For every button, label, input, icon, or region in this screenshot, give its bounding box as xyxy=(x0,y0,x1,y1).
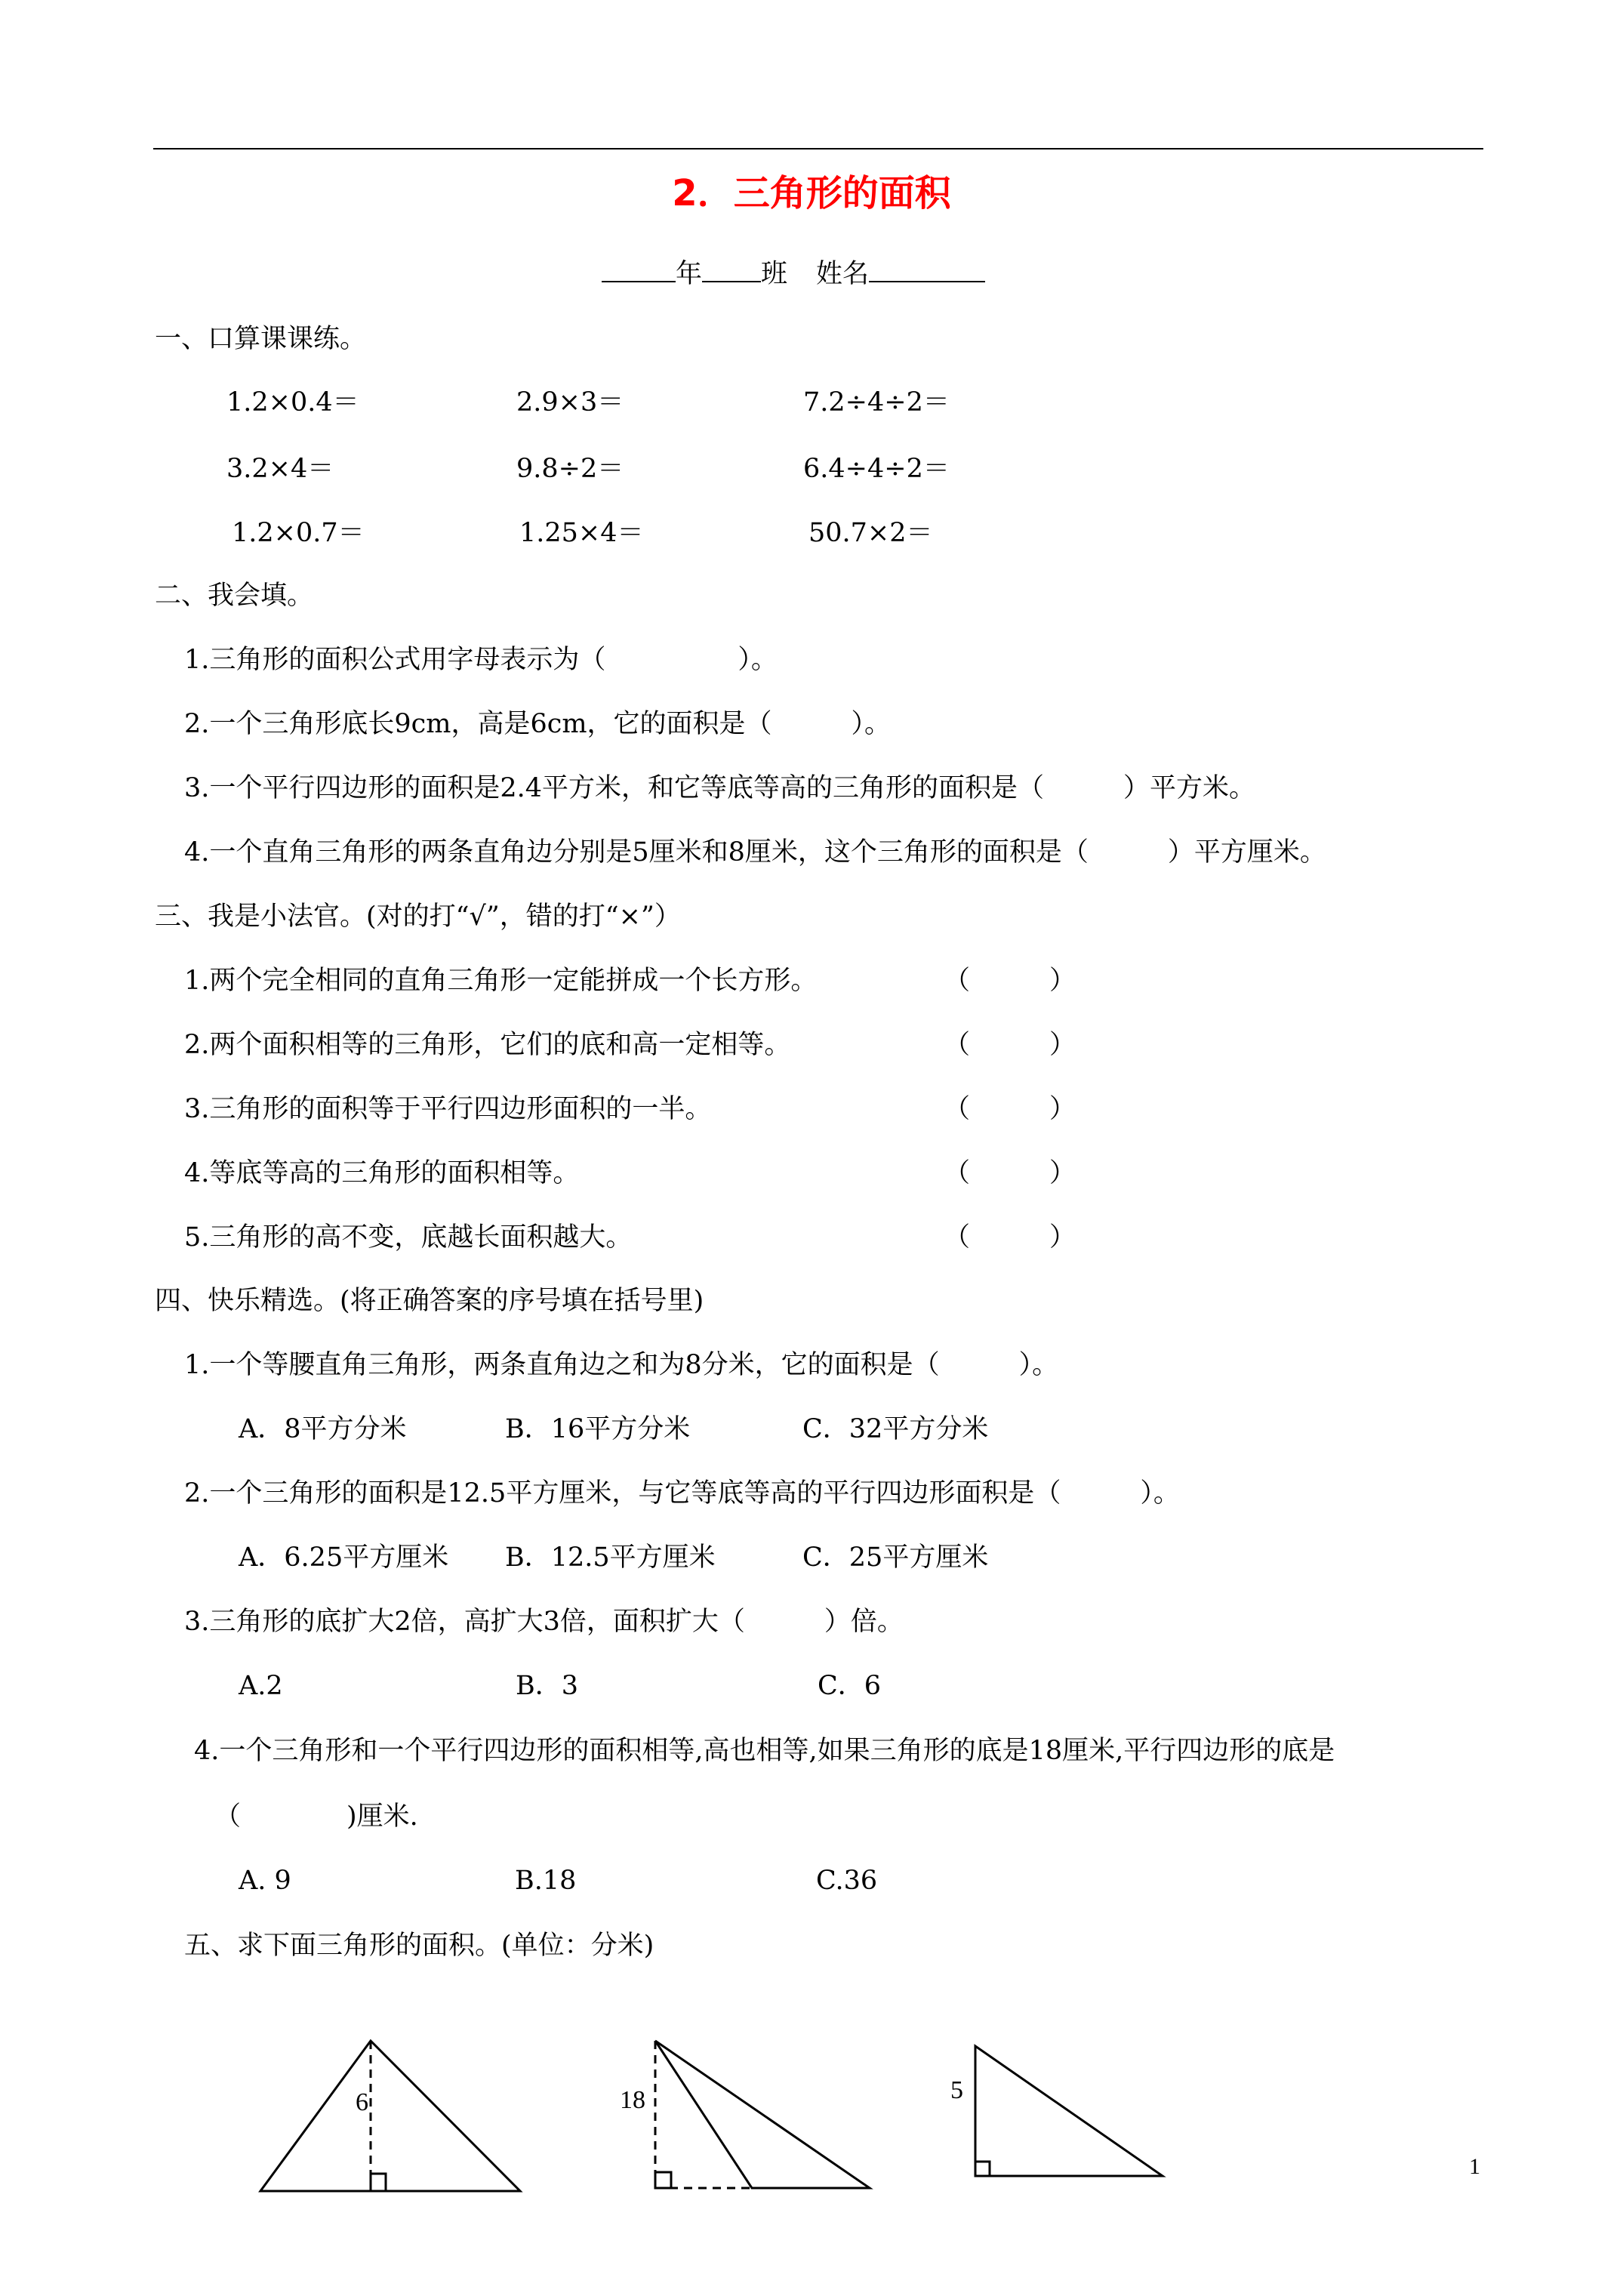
right-angle-marker xyxy=(655,2172,671,2188)
triangle-3-outline xyxy=(975,2046,1163,2176)
judge-question: 2.两个面积相等的三角形，它们的底和高一定相等。 xyxy=(184,1030,791,1060)
fill-question: 3.一个平行四边形的面积是2.4平方米，和它等底等高的三角形的面积是（ ）平方米。 xyxy=(184,773,1256,803)
calc-item: 3.2×4＝ xyxy=(226,454,334,484)
choice-question: 2.一个三角形的面积是12.5平方厘米，与它等底等高的平行四边形面积是（ ）。 xyxy=(184,1478,1180,1509)
right-angle-marker xyxy=(975,2162,990,2176)
option-c[interactable]: C.36 xyxy=(816,1866,878,1896)
fill-question: 1.三角形的面积公式用字母表示为（ ）。 xyxy=(184,645,778,675)
section-2-heading: 二、我会填。 xyxy=(155,581,314,611)
answer-bracket[interactable]: （ ） xyxy=(944,1222,1076,1253)
choice-question: 3.三角形的底扩大2倍，高扩大3倍，面积扩大（ ）倍。 xyxy=(184,1607,904,1637)
section-5-heading: 五、求下面三角形的面积。(单位：分米) xyxy=(184,1931,654,1961)
option-a[interactable]: A.2 xyxy=(239,1671,283,1701)
calc-item: 50.7×2＝ xyxy=(808,518,933,548)
triangle-1-height-label: 6 xyxy=(356,2088,368,2116)
triangle-figure-1 xyxy=(260,2041,520,2191)
fill-question: 4.一个直角三角形的两条直角边分别是5厘米和8厘米，这个三角形的面积是（ ）平方厘米。 xyxy=(184,837,1326,868)
fill-question: 2.一个三角形底长9cm，高是6cm，它的面积是（ ）。 xyxy=(184,709,892,739)
calc-item: 1.25×4＝ xyxy=(519,518,644,548)
calc-item: 6.4÷4÷2＝ xyxy=(803,454,950,484)
triangle-figure-2 xyxy=(620,2041,870,2188)
option-b[interactable]: B．12.5平方厘米 xyxy=(505,1542,716,1573)
choice-question: 4.一个三角形和一个平行四边形的面积相等,高也相等,如果三角形的底是18厘米,平行四边形的底是 xyxy=(194,1736,1335,1766)
triangle-3-side-label: 5 xyxy=(950,2076,963,2104)
judge-question: 1.两个完全相同的直角三角形一定能拼成一个长方形。 xyxy=(184,966,818,996)
judge-question: 4.等底等高的三角形的面积相等。 xyxy=(184,1158,580,1188)
year-label: 年 xyxy=(676,259,703,289)
answer-bracket[interactable]: （ ） xyxy=(944,1158,1076,1188)
answer-bracket[interactable]: （ ） xyxy=(944,1030,1076,1060)
answer-bracket[interactable]: （ ） xyxy=(944,1094,1076,1124)
triangle-figure-3 xyxy=(950,2046,1163,2176)
option-a[interactable]: A. 9 xyxy=(239,1866,291,1896)
page-title: 2．三角形的面积 xyxy=(672,172,951,214)
choice-question: 1.一个等腰直角三角形，两条直角边之和为8分米，它的面积是（ ）。 xyxy=(184,1350,1059,1380)
name-label: 姓名 xyxy=(816,259,870,289)
choice-question-continued: （ )厘米. xyxy=(214,1801,418,1832)
answer-bracket[interactable]: （ ） xyxy=(944,966,1076,996)
judge-question: 5.三角形的高不变，底越长面积越大。 xyxy=(184,1222,633,1253)
section-4-heading: 四、快乐精选。(将正确答案的序号填在括号里) xyxy=(155,1286,704,1316)
option-c[interactable]: C．25平方厘米 xyxy=(802,1542,989,1573)
page-number: 1 xyxy=(1469,2154,1480,2179)
triangle-2-height-label: 18 xyxy=(620,2086,645,2114)
option-a[interactable]: A．8平方分米 xyxy=(239,1414,407,1444)
calc-item: 1.2×0.7＝ xyxy=(232,518,365,548)
option-c[interactable]: C．6 xyxy=(818,1671,882,1701)
section-1-heading: 一、口算课课练。 xyxy=(155,324,367,354)
triangle-1-outline xyxy=(260,2041,520,2191)
option-b[interactable]: B．3 xyxy=(516,1671,578,1701)
calc-item: 2.9×3＝ xyxy=(516,387,624,418)
triangle-2-outline xyxy=(655,2041,870,2188)
option-b[interactable]: B.18 xyxy=(515,1866,577,1896)
class-label: 班 xyxy=(761,259,788,289)
calc-item: 7.2÷4÷2＝ xyxy=(803,387,950,418)
option-c[interactable]: C．32平方分米 xyxy=(802,1414,989,1444)
calc-item: 9.8÷2＝ xyxy=(516,454,624,484)
judge-question: 3.三角形的面积等于平行四边形面积的一半。 xyxy=(184,1094,712,1124)
calc-item: 1.2×0.4＝ xyxy=(226,387,359,418)
option-b[interactable]: B．16平方分米 xyxy=(505,1414,691,1444)
option-a[interactable]: A．6.25平方厘米 xyxy=(239,1542,449,1573)
right-angle-marker xyxy=(371,2174,386,2191)
section-3-heading: 三、我是小法官。(对的打“√”，错的打“×”） xyxy=(155,901,681,932)
